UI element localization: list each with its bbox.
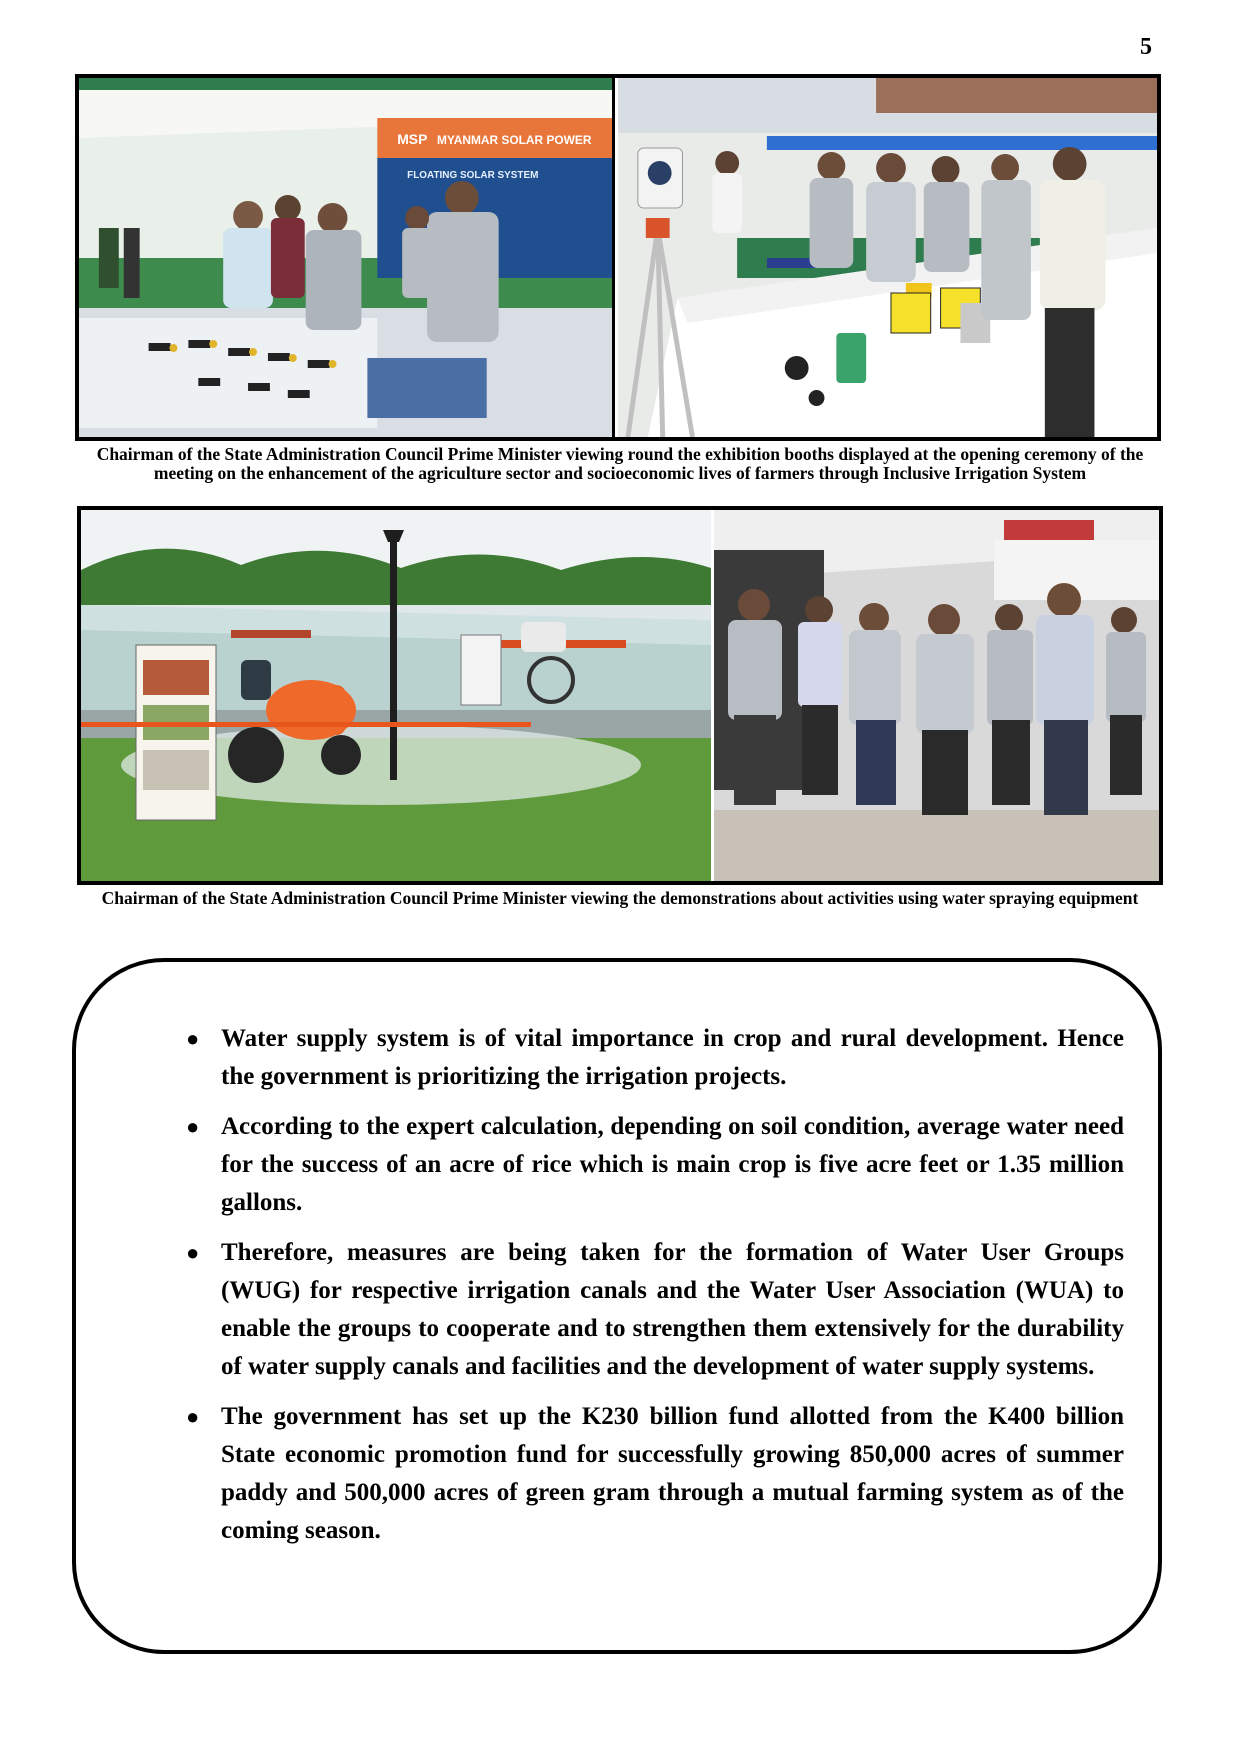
- bullet-icon: ●: [186, 1240, 200, 1265]
- figure-caption-spraying: Chairman of the State Administration Council Prime Minister viewing the demonstrations about activities using water spraying equipment: [101, 888, 1139, 908]
- photo-row-exhibition: [75, 74, 1161, 441]
- bullet-icon: ●: [186, 1404, 200, 1429]
- figure-caption-exhibition: Chairman of the State Administration Council Prime Minister viewing round the exhibition booths displayed at the opening ceremony of the meeting on the enhancement of the agriculture sector and socioeconomic lives of farmers through Inclusive Irrigation System: [96, 444, 1144, 483]
- photo-exhibition-survey-instruments: [618, 78, 1157, 437]
- photo-row-spraying: [77, 506, 1163, 885]
- booth-logo-text: MSP: [397, 130, 428, 148]
- bullet-icon: ●: [186, 1026, 200, 1051]
- key-points-box: [72, 958, 1162, 1654]
- list-item: ● According to the expert calculation, depending on soil condition, average water need for the success of an acre of rice which is main crop is five acre feet or 1.35 million gallons.: [148, 1108, 1124, 1222]
- bullet-icon: ●: [186, 1114, 200, 1139]
- photo-spraying-officials: [714, 510, 1159, 881]
- page-number: 5: [1140, 34, 1152, 60]
- booth-banner-text: MYANMAR SOLAR POWER: [436, 132, 592, 148]
- list-item: ● Water supply system is of vital importance in crop and rural development. Hence the government is prioritizing the irrigation projects.: [148, 1020, 1124, 1096]
- photo-spraying-tractor: [81, 510, 711, 881]
- key-points-list: [148, 1020, 1124, 1562]
- booth-sign-text: FLOATING SOLAR SYSTEM: [407, 169, 539, 182]
- photo-exhibition-booth-solar: [79, 78, 615, 437]
- list-item: ● Therefore, measures are being taken for the formation of Water User Groups (WUG) for respective irrigation canals and the Water User Association (WUA) to enable the groups to cooperate and to strengthen them extensively for the durability of water supply canals and facilities and the development of water supply systems.: [148, 1234, 1124, 1386]
- list-item: ● The government has set up the K230 billion fund allotted from the K400 billion State economic promotion fund for successfully growing 850,000 acres of summer paddy and 500,000 acres of green gram through a mutual farming system as of the coming season.: [148, 1398, 1124, 1550]
